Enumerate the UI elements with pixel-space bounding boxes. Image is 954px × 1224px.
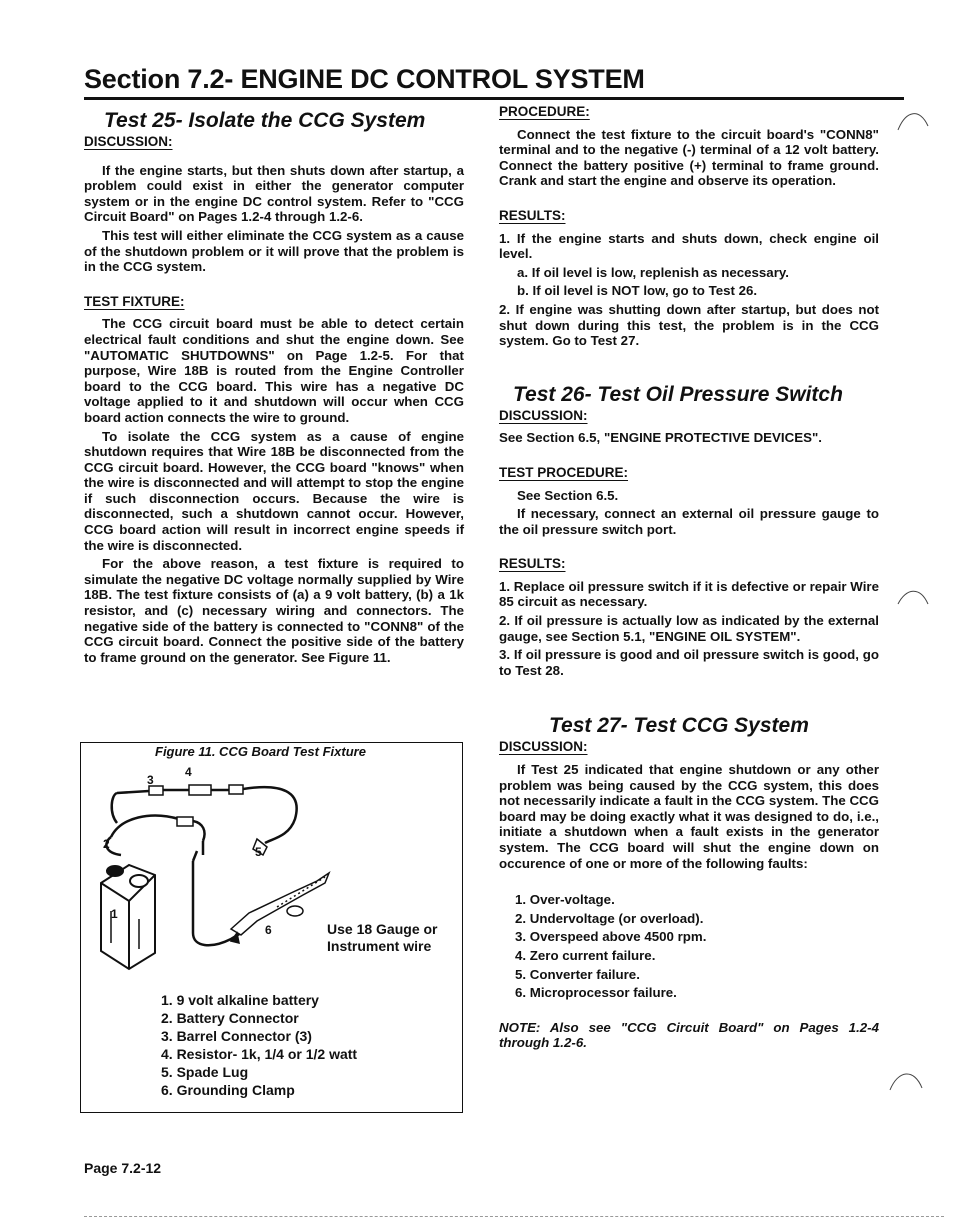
fault-item: 4. Zero current failure. (515, 947, 656, 963)
battery-connector-drawing (106, 816, 204, 855)
callout-6: 6 (265, 923, 272, 937)
footer-rule (84, 1216, 944, 1217)
test25-results-heading: RESULTS: (499, 207, 566, 223)
test26-procedure-p1: See Section 6.5. (517, 487, 619, 503)
legend-item: 3. Barrel Connector (3) (161, 1028, 312, 1044)
callout-4: 4 (185, 765, 192, 779)
fault-item: 2. Undervoltage (or overload). (515, 910, 704, 926)
test26-procedure-p2: If necessary, connect an external oil pressure gauge to the oil pressure switch port. (499, 506, 879, 537)
legend-item: 4. Resistor- 1k, 1/4 or 1/2 watt (161, 1046, 358, 1062)
test25-results-1b: b. If oil level is NOT low, go to Test 26. (517, 283, 758, 299)
test26-discussion-heading: DISCUSSION: (499, 407, 588, 423)
binder-arc-decoration (888, 1064, 928, 1096)
test25-results-2: 2. If engine was shutting down after startup, but does not shut down during this test, the problem is in the CCG system. Go to Test 27. (499, 301, 879, 349)
test25-fixture-heading: TEST FIXTURE: (84, 293, 185, 309)
test25-discussion-p2: This test will either eliminate the CCG system as a cause of the shutdown problem or it will prove that the problem is in the CCG system. (84, 227, 464, 275)
battery-drawing (101, 865, 155, 969)
right-column (499, 104, 879, 1054)
test25-fixture-p2: To isolate the CCG system as a cause of engine shutdown requires that Wire 18B be disconnected from the CCG circuit board. However, the CCG board "knows" when the wire is disconnected and will attempt to stop the engine if such disconnection occurs. Because the wire is disconnected, such a shutdown cannot occur. However, CCG board action will result in incorrect engine speeds if the wire is disconnected. (84, 428, 464, 553)
figure-title: Figure 11. CCG Board Test Fixture (155, 744, 366, 759)
test27-note: NOTE: Also see "CCG Circuit Board" on Pages 1.2-4 through 1.2-6. (499, 1019, 879, 1051)
fault-item: 3. Overspeed above 4500 rpm. (515, 929, 707, 945)
page-number: Page 7.2-12 (84, 1160, 162, 1176)
figure-legend (161, 991, 357, 1099)
test25-title: Test 25- Isolate the CCG System (104, 109, 426, 132)
section-title: Section 7.2- ENGINE DC CONTROL SYSTEM (84, 62, 904, 100)
fault-item: 6. Microprocessor failure. (515, 985, 677, 1001)
binder-arc-decoration (896, 104, 932, 134)
legend-item: 1. 9 volt alkaline battery (161, 992, 319, 1008)
figure-wire-caption: Use 18 Gauge or Instrument wire (327, 921, 438, 954)
test25-fixture-p1: The CCG circuit board must be able to detect certain electrical fault conditions and shut the engine down. See "AUTOMATIC SHUTDOWNS" on Page 1.2-5. For that purpose, Wire 18B is routed from the Engine Controller board to the CCG board. This wire has a negative DC voltage applied to it and shutdown will occur when CCG board action connects the wire to ground. (84, 316, 464, 425)
grounding-clamp-drawing (231, 873, 329, 943)
callout-3: 3 (147, 773, 154, 787)
callout-2: 2 (103, 837, 110, 851)
test27-discussion-heading: DISCUSSION: (499, 739, 588, 755)
fault-item: 1. Over-voltage. (515, 892, 615, 908)
test26-results-1: 1. Replace oil pressure switch if it is defective or repair Wire 85 circuit as necessary. (499, 578, 879, 610)
test26-procedure-heading: TEST PROCEDURE: (499, 464, 629, 480)
test27-discussion-p1: If Test 25 indicated that engine shutdown or any other problem was being caused by the CCG system, this does not necessarily indicate a fault in the CCG system. The CCG board may be doing exactly what it was designed to do, i.e., initiate a shutdown when a fault exists in the generator system. The CCG board will shut the engine down on occurence of one or more of the following faults: (499, 762, 879, 871)
callout-5: 5 (255, 845, 262, 859)
left-column (84, 108, 464, 668)
figure-11 (80, 742, 463, 1113)
test25-results-1a: a. If oil level is low, replenish as necessary. (517, 264, 789, 280)
test26-results-heading: RESULTS: (499, 556, 566, 572)
test26-discussion-p1: See Section 6.5, "ENGINE PROTECTIVE DEVICES". (499, 430, 822, 446)
binder-arc-decoration (896, 584, 932, 614)
test25-discussion-p1: If the engine starts, but then shuts down after startup, a problem could exist in either the generator computer system or in the engine DC control system. Refer to "CCG Circuit Board" on Pages 1.2-4 through 1.2-6. (84, 162, 464, 225)
legend-item: 6. Grounding Clamp (161, 1082, 295, 1098)
legend-item: 2. Battery Connector (161, 1010, 299, 1026)
test27-fault-list (515, 892, 879, 1001)
legend-item: 5. Spade Lug (161, 1064, 249, 1080)
test26-title: Test 26- Test Oil Pressure Switch (513, 382, 843, 406)
test25-procedure-p1: Connect the test fixture to the circuit board's "CONN8" terminal and to the negative (-) terminal of a 12 volt battery. Connect the battery positive (+) terminal to frame ground. Crank and start the engine and observe its operation. (499, 126, 879, 189)
fault-item: 5. Converter failure. (515, 966, 640, 982)
test25-discussion-heading: DISCUSSION: (84, 134, 173, 149)
test27-title: Test 27- Test CCG System (549, 714, 809, 738)
test25-fixture-p3: For the above reason, a test fixture is required to simulate the negative DC voltage normally supplied by Wire 18B. The test fixture consists of (a) a 9 volt battery, (b) a 1k resistor, and (c) necessary wiring and connectors. The negative side of the battery is connected to "CONN8" of the CCG circuit board. Connect the positive side of the battery to frame ground on the generator. See Figure 11. (84, 556, 464, 665)
test25-procedure-heading: PROCEDURE: (499, 104, 590, 119)
test26-results-2: 2. If oil pressure is actually low as indicated by the external gauge, see Section 5.1, "ENGINE OIL SYSTEM". (499, 613, 879, 644)
test26-results-3: 3. If oil pressure is good and oil pressure switch is good, go to Test 28. (499, 647, 879, 678)
test25-results-1: 1. If the engine starts and shuts down, check engine oil level. (499, 230, 879, 262)
callout-1: 1 (111, 907, 118, 921)
